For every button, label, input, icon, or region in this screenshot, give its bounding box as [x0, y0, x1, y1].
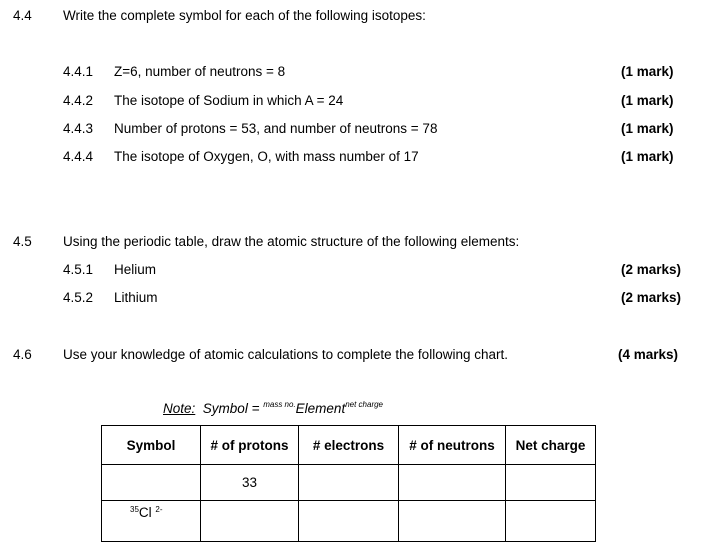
mark-label: (4 marks): [618, 347, 679, 362]
subquestion-text: Lithium: [114, 290, 158, 305]
note-charge-label: net charge: [345, 400, 384, 409]
mark-label: (1 mark): [621, 149, 674, 164]
atomic-chart-table: [101, 425, 596, 542]
question-text-4-6: Use your knowledge of atomic calculations to complete the following chart.: [63, 347, 508, 362]
question-text-4-5: Using the periodic table, draw the atomic structure of the following elements:: [63, 234, 520, 249]
table-cell-net-charge[interactable]: [506, 465, 596, 501]
question-number-4-5: 4.5: [13, 234, 32, 249]
mark-label: (1 mark): [621, 121, 674, 136]
note-element-label: Element: [295, 401, 346, 416]
column-header-symbol: Symbol: [102, 426, 201, 465]
subquestion-text: Helium: [114, 262, 157, 277]
table-cell-protons[interactable]: [201, 501, 299, 542]
question-number-4-6: 4.6: [13, 347, 32, 362]
table-cell-electrons[interactable]: [299, 501, 399, 542]
subquestion-number: 4.4.3: [63, 121, 94, 136]
table-header-row: [102, 426, 596, 465]
note-label: Note:: [163, 401, 196, 416]
table-cell-neutrons[interactable]: [399, 501, 506, 542]
table-cell-protons[interactable]: 33: [201, 465, 299, 501]
table-cell-net-charge[interactable]: [506, 501, 596, 542]
subquestion-number: 4.5.2: [63, 290, 94, 305]
subquestion-number: 4.4.1: [63, 64, 94, 79]
mark-label: (1 mark): [621, 93, 674, 108]
column-header-net-charge: Net charge: [506, 426, 596, 465]
subquestion-text: The isotope of Oxygen, O, with mass number of 17: [114, 149, 419, 164]
subquestion-text: Number of protons = 53, and number of neutrons = 78: [114, 121, 438, 136]
note-formula-start: Symbol =: [202, 401, 264, 416]
subquestion-text: The isotope of Sodium in which A = 24: [114, 93, 344, 108]
mark-label: (2 marks): [621, 290, 682, 305]
symbol-mass-number: 35: [130, 505, 139, 514]
mark-label: (2 marks): [621, 262, 682, 277]
table-row: [102, 501, 596, 542]
table-cell-symbol[interactable]: [102, 501, 201, 542]
table-row: [102, 465, 596, 501]
subquestion-number: 4.5.1: [63, 262, 94, 277]
column-header-protons: # of protons: [201, 426, 299, 465]
symbol-charge: 2-: [155, 505, 163, 514]
column-header-neutrons: # of neutrons: [399, 426, 506, 465]
question-number-4-4: 4.4: [13, 8, 32, 23]
note-mass-label: mass no.: [263, 400, 296, 409]
mark-label: (1 mark): [621, 64, 674, 79]
question-text-4-4: Write the complete symbol for each of the following isotopes:: [63, 8, 426, 23]
column-header-electrons: # electrons: [299, 426, 399, 465]
subquestion-number: 4.4.4: [63, 149, 94, 164]
subquestion-text: Z=6, number of neutrons = 8: [114, 64, 286, 79]
table-cell-electrons[interactable]: [299, 465, 399, 501]
table-cell-neutrons[interactable]: [399, 465, 506, 501]
note-formula: [163, 401, 383, 416]
symbol-element: Cl: [138, 505, 152, 520]
table-cell-symbol[interactable]: [102, 465, 201, 501]
subquestion-number: 4.4.2: [63, 93, 94, 108]
